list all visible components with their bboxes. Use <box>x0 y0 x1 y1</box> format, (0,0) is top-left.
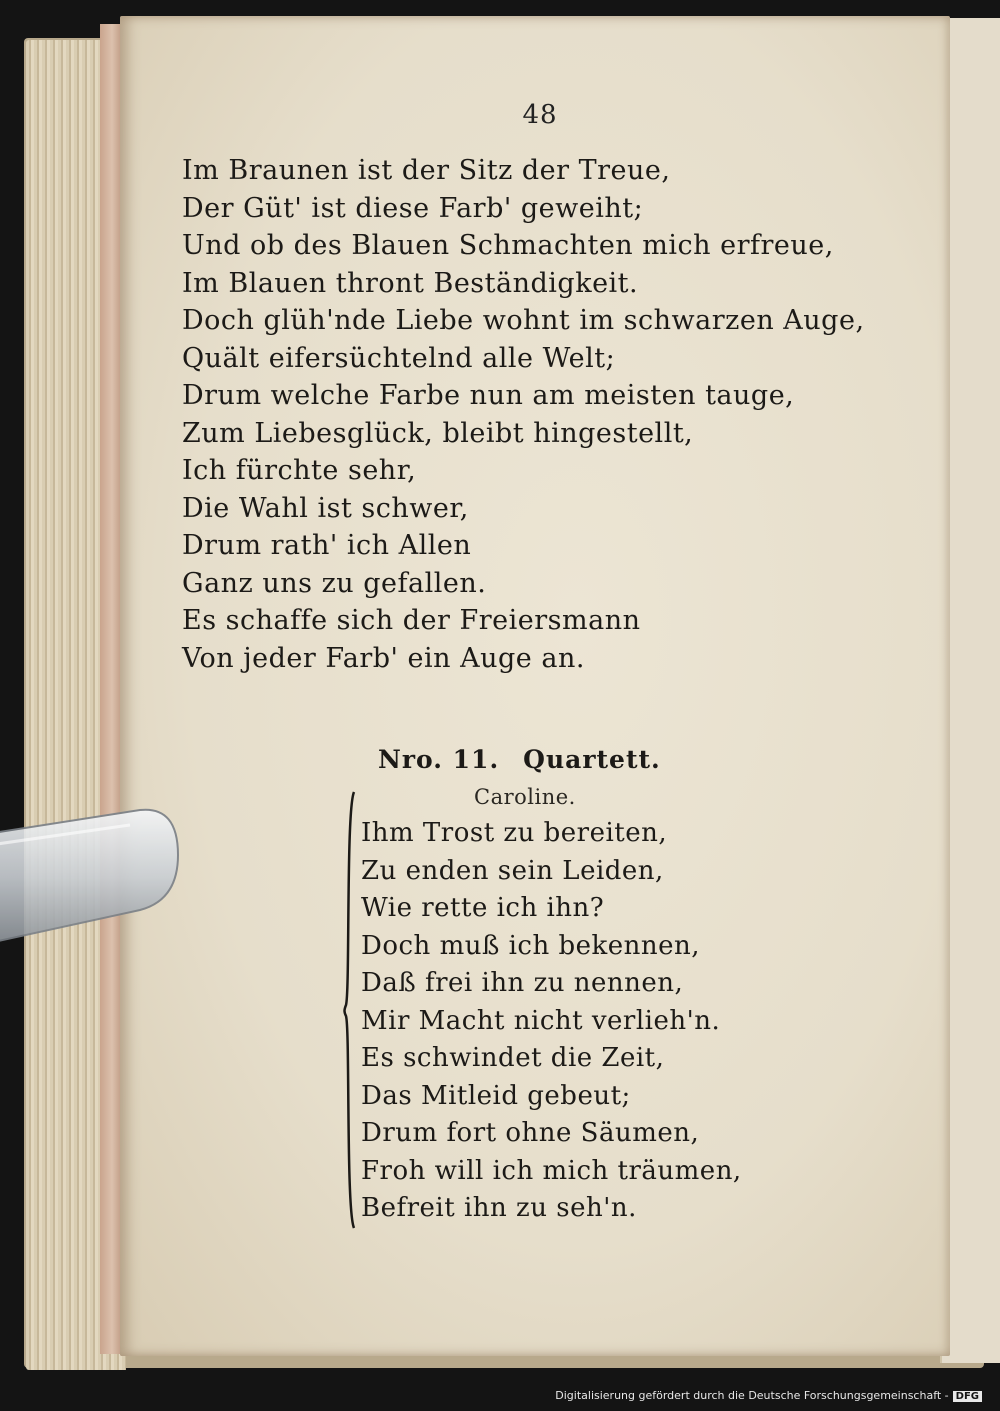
funding-credit <box>555 1389 982 1402</box>
stanza <box>182 152 865 677</box>
section-number: Nro. 11. <box>378 745 500 774</box>
verse-line: Doch muß ich bekennen, <box>361 930 701 961</box>
verse-line: Das Mitleid gebeut; <box>361 1080 631 1111</box>
verse-line: Es schwindet die Zeit, <box>361 1043 665 1073</box>
verse-line: Befreit ihn zu seh'n. <box>361 1193 637 1223</box>
stanza-line: Ganz uns zu gefallen. <box>182 567 487 599</box>
verse-line: Wie rette ich ihn? <box>361 893 605 923</box>
verse-line: Mir Macht nicht verlieh'n. <box>361 1005 721 1036</box>
stanza-line: Ich fürchte sehr, <box>182 455 417 486</box>
verse-line: Froh will ich mich träumen, <box>361 1155 742 1186</box>
stanza-line: Im Blauen thront Beständigkeit. <box>182 267 639 299</box>
stanza-line: Doch glüh'nde Liebe wohnt im schwarzen Auge, <box>182 305 865 336</box>
stanza-line: Es schaffe sich der Freiersmann <box>182 605 641 636</box>
verse-line: Zu enden sein Leiden, <box>361 855 664 886</box>
section-heading <box>378 745 661 774</box>
stanza-line: Die Wahl ist schwer, <box>182 492 469 524</box>
stanza-line: Der Güt' ist diese Farb' geweiht; <box>182 192 644 224</box>
verse-line: Ihm Trost zu bereiten, <box>361 818 668 848</box>
page-number: 48 <box>522 100 558 130</box>
funding-text: Digitalisierung gefördert durch die Deutsche Forschungsgemeinschaft - <box>555 1389 949 1402</box>
stanza-line: Und ob des Blauen Schmachten mich erfreue, <box>182 230 834 261</box>
verse-brace <box>342 790 356 1230</box>
stanza-line: Im Braunen ist der Sitz der Treue, <box>182 155 671 186</box>
page-holder-clip <box>0 800 180 950</box>
stanza-line: Zum Liebesglück, bleibt hingestellt, <box>182 417 694 449</box>
dfg-logo: DFG <box>953 1391 982 1402</box>
stanza-line: Quält eifersüchtelnd alle Welt; <box>182 342 616 374</box>
verse-line: Drum fort ohne Säumen, <box>361 1118 700 1148</box>
verse <box>361 815 742 1228</box>
speaker-name: Caroline. <box>474 785 576 809</box>
section-title: Quartett. <box>523 745 661 774</box>
stanza-line: Drum rath' ich Allen <box>182 530 472 561</box>
stanza-line: Drum welche Farbe nun am meisten tauge, <box>182 380 795 411</box>
stanza-line: Von jeder Farb' ein Auge an. <box>182 642 585 674</box>
verse-line: Daß frei ihn zu nennen, <box>361 968 684 998</box>
